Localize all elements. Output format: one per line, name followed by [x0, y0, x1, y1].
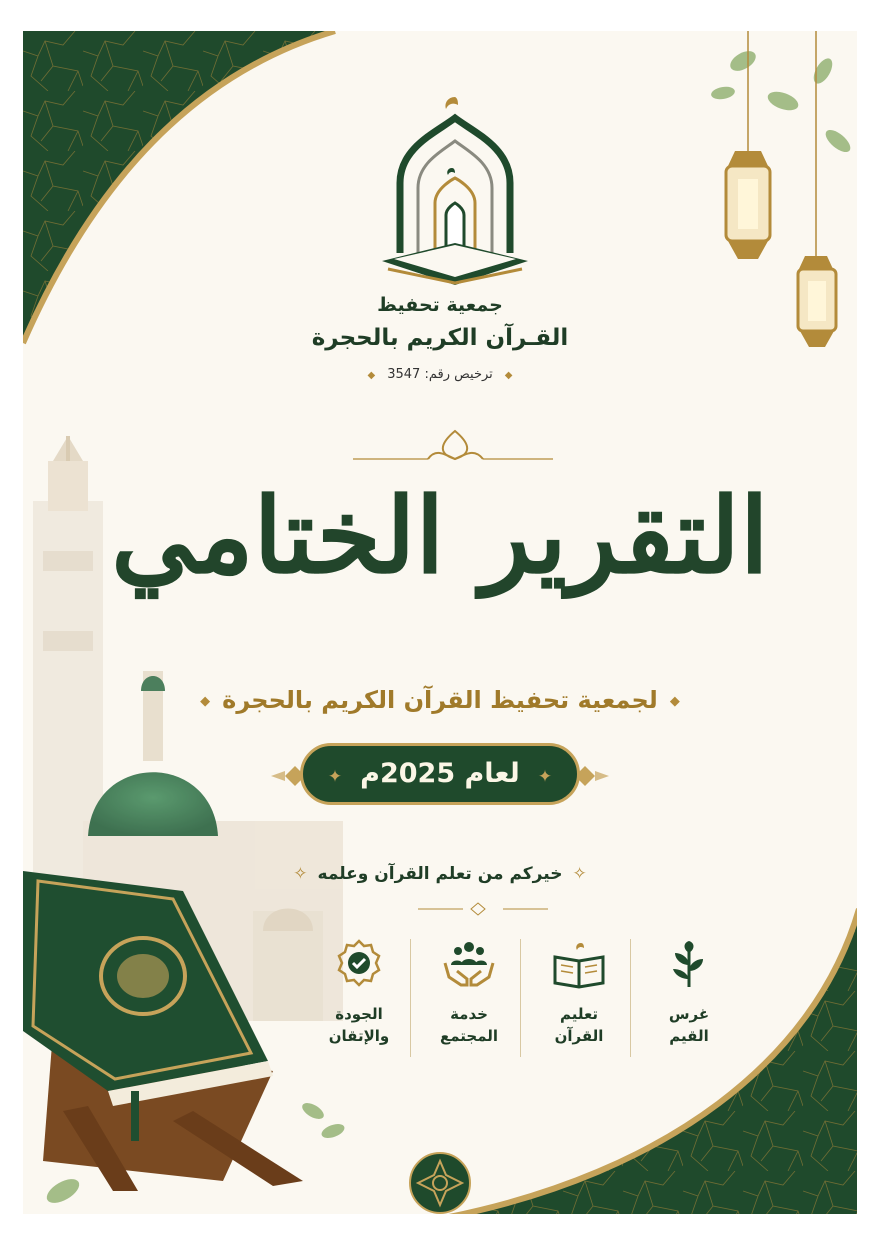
plant-icon: [667, 939, 711, 989]
value-item-quran: [529, 939, 629, 1047]
values-row: [328, 939, 739, 1069]
bottom-emblem-icon: [410, 1153, 470, 1213]
value-label: تعليم القرآن: [554, 1005, 604, 1045]
star-ornament-icon: ✦: [327, 767, 343, 787]
report-cover: [23, 31, 857, 1214]
report-subtitle: [23, 686, 857, 714]
report-year: لعام 2025م: [360, 758, 520, 789]
star-ornament-icon: ✧: [572, 864, 587, 884]
report-title: التقرير الختامي: [111, 474, 769, 597]
divider: [630, 939, 631, 1057]
star-ornament-icon: ✦: [537, 767, 553, 787]
ornament-divider: [353, 431, 553, 459]
license-text: ترخيص رقم: 3547: [387, 367, 493, 382]
value-label: خدمة المجتمع: [439, 1005, 499, 1045]
report-subtitle-text: لجمعية تحفيظ القرآن الكريم بالحجرة: [222, 686, 658, 714]
diamond-icon: ◆: [200, 693, 211, 709]
value-item-community: [419, 939, 519, 1047]
hadith-divider: [418, 903, 548, 915]
diamond-icon: ◆: [504, 370, 513, 381]
quality-badge-icon: [333, 939, 385, 989]
organization-name-line2: القـرآن الكريم بالحجرة: [311, 325, 569, 351]
open-quran-icon: [551, 939, 607, 989]
organization-logo-icon: [380, 93, 530, 288]
value-label: غرس القيم: [668, 1005, 710, 1045]
community-hands-icon: [441, 939, 497, 989]
hadith-text: خيركم من تعلم القرآن وعلمه: [317, 864, 563, 884]
pill-ornament-right: [575, 766, 609, 786]
organization-name-line1: جمعية تحفيظ: [377, 294, 503, 316]
hadith-quote: [23, 864, 857, 884]
divider: [410, 939, 411, 1057]
diamond-icon: ◆: [669, 693, 680, 709]
divider: [520, 939, 521, 1057]
star-ornament-icon: ✧: [293, 864, 308, 884]
license-number: [23, 367, 857, 382]
report-year-badge: [300, 743, 580, 805]
diamond-icon: ◆: [367, 370, 376, 381]
value-label: الجودة والإتقان: [328, 1005, 390, 1045]
value-item-plant: [639, 939, 739, 1047]
value-item-quality: [309, 939, 409, 1047]
